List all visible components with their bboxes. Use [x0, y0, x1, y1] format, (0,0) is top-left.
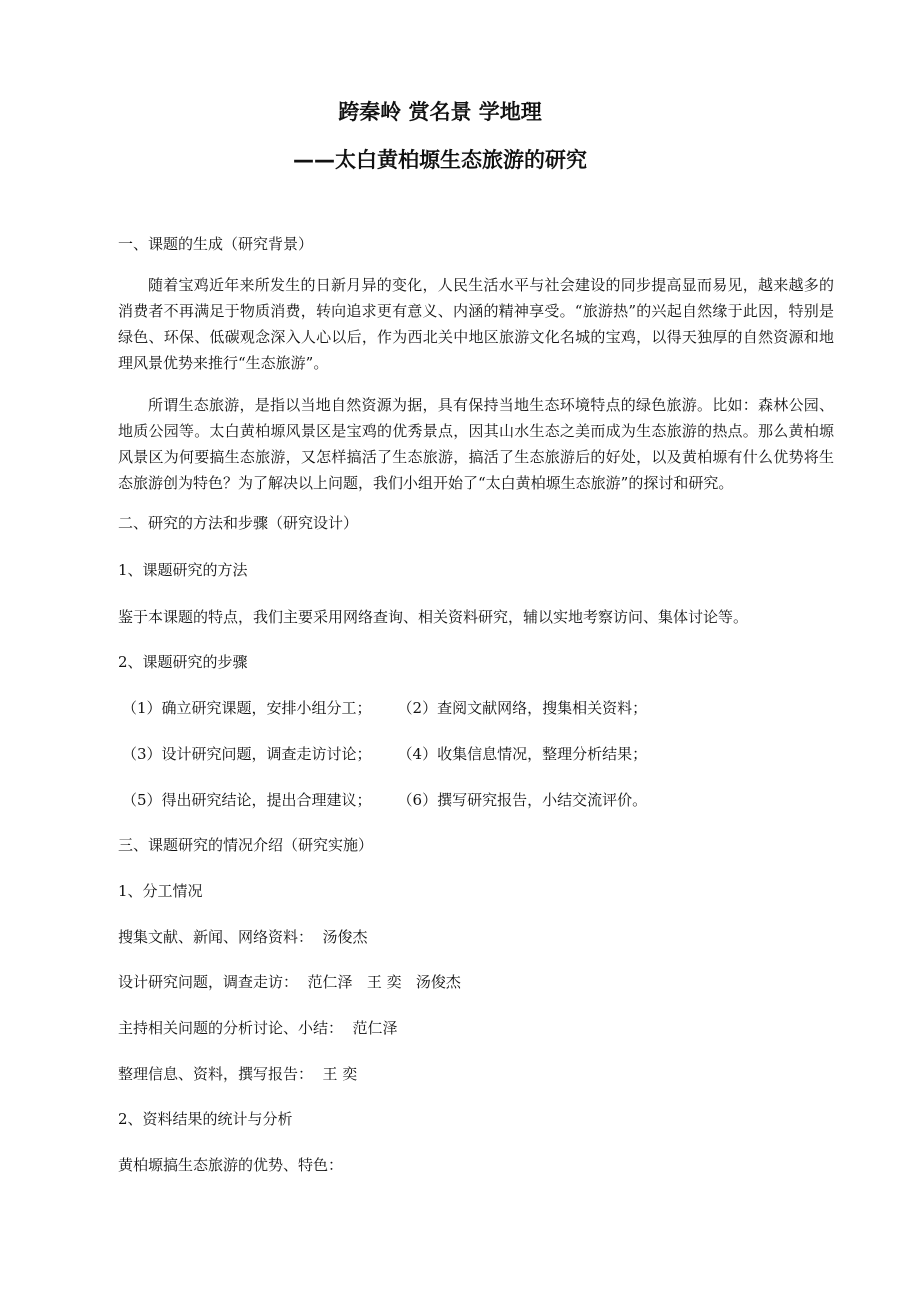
division-item: 整理信息、资料，撰写报告： 王 奕 — [118, 1065, 358, 1083]
step-item: （5）得出研究结论，提出合理建议； — [122, 791, 372, 809]
step-item: （2）查阅文献网络，搜集相关资料； — [397, 699, 648, 717]
step-item: （3）设计研究问题，调查走访讨论； — [122, 745, 372, 763]
section-3-advantages-intro: 黄柏塬搞生态旅游的优势、特色： — [118, 1156, 344, 1174]
steps-row-2 — [122, 743, 647, 765]
steps-row-3 — [122, 789, 647, 811]
document-subtitle: ——太白黄柏塬生态旅游的研究 — [293, 148, 587, 172]
document-title: 跨秦岭 赏名景 学地理 — [338, 100, 542, 124]
step-item: （6）撰写研究报告，小结交流评价。 — [397, 791, 648, 809]
steps-row-1 — [122, 697, 647, 719]
section-2-heading: 二、研究的方法和步骤（研究设计） — [118, 514, 359, 532]
division-item: 设计研究问题，调查走访： 范仁泽 王 奕 汤俊杰 — [118, 973, 461, 991]
section-2-methods-text: 鉴于本课题的特点，我们主要采用网络查询、相关资料研究，辅以实地考察访问、集体讨论等。 — [118, 608, 749, 626]
section-1-heading: 一、课题的生成（研究背景） — [118, 235, 314, 253]
section-2-subheading-2: 2、课题研究的步骤 — [118, 653, 248, 671]
section-3-subheading-2: 2、资料结果的统计与分析 — [118, 1110, 293, 1128]
section-2-subheading-1: 1、课题研究的方法 — [118, 561, 248, 579]
step-item: （1）确立研究课题，安排小组分工； — [122, 699, 372, 717]
section-3-heading: 三、课题研究的情况介绍（研究实施） — [118, 836, 374, 854]
division-item: 主持相关问题的分析讨论、小结： 范仁泽 — [118, 1019, 398, 1037]
section-1-paragraph-1: 随着宝鸡近年来所发生的日新月异的变化，人民生活水平与社会建设的同步提高显而易见，越来越多的消费者不再满足于物质消费，转向追求更有意义、内涵的精神享受。“旅游热”的兴起自然缘于此因，特别是绿色、环保、低碳观念深入人心以后，作为西北关中地区旅游文化名城的宝鸡，以得天独厚的自然资源和地理风景优势来推行“生态旅游”。 — [118, 276, 834, 372]
section-3-subheading-1: 1、分工情况 — [118, 882, 203, 900]
division-item: 搜集文献、新闻、网络资料： 汤俊杰 — [118, 928, 368, 946]
section-1-paragraph-2: 所谓生态旅游，是指以当地自然资源为据，具有保持当地生态环境特点的绿色旅游。比如：森林公园、地质公园等。太白黄柏塬风景区是宝鸡的优秀景点，因其山水生态之美而成为生态旅游的热点。那么黄柏塬风景区为何要搞生态旅游，又怎样搞活了生态旅游，搞活了生态旅游后的好处，以及黄柏塬有什么优势将生态旅游创为特色？为了解决以上问题，我们小组开始了“太白黄柏塬生态旅游”的探讨和研究。 — [118, 396, 834, 492]
step-item: （4）收集信息情况，整理分析结果； — [397, 745, 648, 763]
